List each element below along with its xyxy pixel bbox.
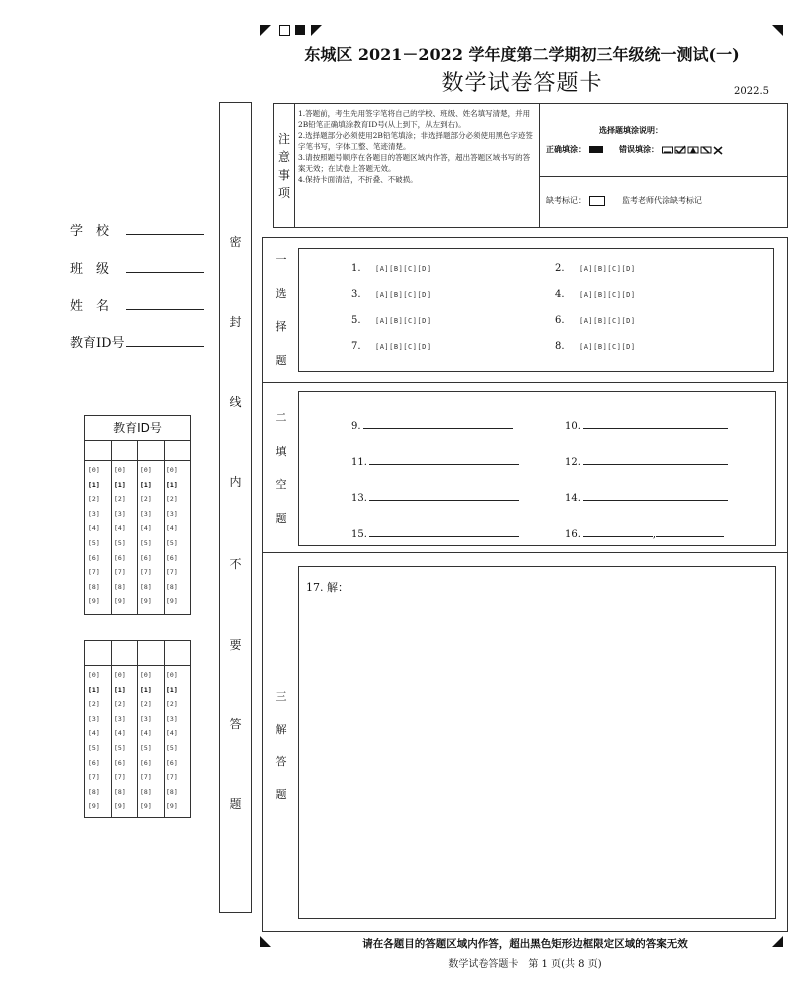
mc-options[interactable]: [A][B][C][D] [579, 265, 636, 273]
mc-options[interactable]: [A][B][C][D] [579, 317, 636, 325]
card-title: 数学试卷答题卡 [441, 71, 603, 96]
id-bubble[interactable]: [2] [114, 495, 126, 504]
mc-question[interactable] [351, 263, 432, 274]
id-bubble[interactable]: [9] [114, 597, 126, 606]
id-bubble[interactable]: [7] [140, 568, 152, 577]
id-bubble[interactable]: [1] [166, 685, 178, 694]
mc-options[interactable]: [A][B][C][D] [375, 343, 432, 351]
exam-title: 东城区 2021－2022 学年度第二学期初三年级统一测试(一) [304, 45, 740, 64]
id-bubble[interactable]: [2] [88, 495, 100, 504]
id-grid-title: 教育ID号 [85, 416, 190, 441]
id-bubble[interactable]: [6] [140, 553, 152, 562]
id-bubble[interactable]: [2] [88, 700, 100, 709]
registration-mark-filled-square [295, 25, 305, 35]
notice-item-1: 1.答题前，考生先用签字笔将自己的学校、班级、姓名填写清楚，并用2B铅笔正确填涂教育ID号(从上到下，从左到右)。 [298, 109, 531, 129]
id-bubble[interactable]: [6] [88, 553, 100, 562]
q12[interactable]: 12. [565, 454, 728, 468]
id-bubble[interactable]: [1] [140, 480, 152, 489]
mc-question[interactable] [555, 315, 636, 326]
id-bubble[interactable]: [4] [88, 729, 100, 738]
notice-items [298, 108, 536, 185]
id-bubble[interactable]: [1] [88, 480, 100, 489]
id-bubble[interactable]: [4] [140, 524, 152, 533]
notice-item-4: 4.保持卡面清洁，不折叠、不破损。 [298, 175, 418, 184]
notice-box [273, 103, 788, 228]
id-bubble[interactable]: [6] [166, 553, 178, 562]
q13[interactable]: 13. [351, 490, 519, 504]
id-bubble[interactable]: [6] [140, 758, 152, 767]
id-bubble[interactable]: [5] [88, 539, 100, 547]
id-bubble[interactable]: [5] [166, 539, 178, 547]
id-bubble[interactable]: [2] [114, 700, 126, 709]
id-bubble[interactable]: [6] [88, 758, 100, 767]
id-bubble[interactable]: [7] [114, 773, 126, 782]
mc-question-number: 5. [351, 315, 361, 326]
mc-question[interactable] [555, 289, 636, 300]
mc-options[interactable]: [A][B][C][D] [579, 343, 636, 351]
id-bubble[interactable]: [8] [140, 582, 152, 591]
exam-date: 2022.5 [734, 86, 769, 97]
id-bubble[interactable]: [1] [114, 685, 126, 694]
registration-mark-top-right [772, 25, 783, 36]
id-bubble[interactable]: [7] [88, 568, 100, 577]
id-bubble[interactable]: [7] [166, 568, 178, 577]
id-bubble[interactable]: [9] [166, 802, 178, 811]
q17-answer-area[interactable] [298, 566, 776, 919]
mc-options[interactable]: [A][B][C][D] [375, 265, 432, 273]
id-bubble[interactable]: [2] [166, 495, 178, 504]
fill-blank-box [298, 391, 776, 546]
q17-label: 17. 解： [306, 581, 349, 594]
id-bubble[interactable]: [1] [88, 685, 100, 694]
id-bubble[interactable]: [8] [166, 787, 178, 796]
id-bubble[interactable]: [3] [114, 509, 126, 518]
id-bubble[interactable]: [0] [140, 466, 152, 474]
seal-char: 要 [229, 638, 242, 652]
seal-char: 不 [229, 557, 242, 571]
seal-char: 封 [229, 315, 242, 329]
id-bubble[interactable]: [8] [166, 582, 178, 591]
id-bubble[interactable]: [0] [166, 671, 178, 679]
id-bubble[interactable]: [9] [88, 597, 100, 606]
mc-question[interactable] [351, 315, 432, 326]
mc-question-number: 2. [555, 263, 565, 274]
class-field[interactable]: 班 级 [70, 258, 210, 278]
seal-strip [219, 102, 252, 913]
mc-question-number: 1. [351, 263, 361, 274]
id-bubble[interactable]: [5] [114, 539, 126, 547]
id-bubble[interactable]: [0] [88, 466, 100, 474]
seal-char: 内 [229, 475, 242, 489]
id-bubble[interactable]: [5] [166, 744, 178, 752]
id-bubble[interactable]: [3] [166, 714, 178, 723]
id-bubble[interactable]: [3] [140, 714, 152, 723]
section1-label: 一 选 择 题 [275, 252, 287, 368]
id-bubble[interactable]: [8] [114, 582, 126, 591]
id-bubble[interactable]: [1] [166, 480, 178, 489]
school-field[interactable]: 学 校 [70, 220, 210, 240]
class-blank[interactable] [126, 258, 204, 273]
id-bubble[interactable]: [3] [166, 509, 178, 518]
id-bubble[interactable]: [4] [114, 524, 126, 533]
registration-mark-top-left-2 [311, 25, 322, 36]
id-bubble[interactable]: [0] [166, 466, 178, 474]
id-bubble[interactable]: [7] [114, 568, 126, 577]
q14[interactable]: 14. [565, 490, 728, 504]
mc-options[interactable]: [A][B][C][D] [579, 291, 636, 299]
seal-char: 题 [229, 797, 242, 811]
id-bubble[interactable]: [3] [140, 509, 152, 518]
id-bubble[interactable]: [9] [88, 802, 100, 811]
notice-heading: 注 意 事 项 [274, 104, 295, 227]
section3-label: 三 解 答 题 [275, 690, 287, 801]
id-bubble[interactable]: [7] [166, 773, 178, 782]
id-bubble[interactable]: [5] [88, 744, 100, 752]
mc-question-number: 3. [351, 289, 361, 300]
mc-question-number: 6. [555, 315, 565, 326]
q15[interactable]: 15. [351, 526, 519, 540]
mc-question[interactable] [555, 263, 636, 274]
notice-item-3: 3.请按照题号顺序在各题目的答题区域内作答，超出答题区域书写的答案无效；在试卷上答题无效。 [298, 153, 531, 173]
name-field[interactable]: 姓 名 [70, 295, 210, 315]
id-bubbles-bottom[interactable] [85, 671, 190, 819]
id-bubble[interactable]: [0] [88, 671, 100, 679]
id-bubble[interactable]: [4] [166, 524, 178, 533]
absent-mark-label: 缺考标记： [546, 195, 605, 206]
mc-question-number: 7. [351, 341, 361, 352]
correct-fill-sample [589, 146, 603, 153]
seal-char: 答 [229, 717, 242, 731]
absent-note: 监考老师代涂缺考标记 [622, 196, 702, 205]
name-blank[interactable] [126, 295, 204, 310]
seal-char: 线 [229, 395, 242, 409]
id-bubble[interactable]: [4] [114, 729, 126, 738]
id-bubble[interactable]: [4] [140, 729, 152, 738]
mc-question[interactable] [351, 341, 432, 352]
id-bubbles-top[interactable] [85, 466, 190, 614]
seal-char: 密 [229, 235, 242, 249]
fill-instructions-title: 选择题填涂说明： [599, 126, 663, 135]
id-bubble[interactable]: [5] [140, 744, 152, 752]
id-bubble[interactable]: [7] [88, 773, 100, 782]
q16[interactable]: 16. , [565, 526, 724, 540]
absent-mark-box[interactable] [589, 196, 605, 206]
notice-item-2: 2.选择题部分必须使用2B铅笔填涂；非选择题部分必须使用黑色字迹签字笔书写，字体工整、笔迹清楚。 [298, 131, 533, 151]
school-blank[interactable] [126, 220, 204, 235]
id-bubble[interactable]: [7] [140, 773, 152, 782]
footer-warning: 请在各题目的答题区域内作答，超出黑色矩形边框限定区域的答案无效 [362, 938, 688, 950]
mc-options[interactable]: [A][B][C][D] [375, 291, 432, 299]
id-bubble[interactable]: [9] [114, 802, 126, 811]
id-bubble[interactable]: [9] [140, 597, 152, 606]
id-bubble[interactable]: [3] [88, 714, 100, 723]
mc-question[interactable] [555, 341, 636, 352]
q9[interactable]: 9. [351, 418, 513, 432]
id-bubble[interactable]: [4] [166, 729, 178, 738]
id-blank[interactable] [126, 332, 204, 347]
id-bubble[interactable]: [6] [114, 553, 126, 562]
id-bubble[interactable]: [3] [114, 714, 126, 723]
page-number: 数学试卷答题卡 第 1 页(共 8 页) [448, 959, 602, 970]
id-bubble[interactable]: [8] [114, 787, 126, 796]
section2-label: 二 填 空 题 [275, 410, 287, 526]
id-bubble[interactable]: [9] [140, 802, 152, 811]
mc-question[interactable] [351, 289, 432, 300]
q16-separator: , [652, 529, 657, 540]
wrong-fill-samples-icon [662, 145, 724, 155]
id-grid-top [84, 415, 191, 615]
registration-mark-open-square [279, 25, 290, 36]
id-bubble[interactable]: [1] [114, 480, 126, 489]
id-bubble[interactable]: [0] [140, 671, 152, 679]
q10[interactable]: 10. [565, 418, 728, 432]
id-bubble[interactable]: [8] [88, 582, 100, 591]
id-bubble[interactable]: [2] [140, 700, 152, 709]
id-field[interactable]: 教育ID号 [70, 332, 210, 352]
id-bubble[interactable]: [9] [166, 597, 178, 606]
id-bubble[interactable]: [8] [88, 787, 100, 796]
id-grid-bottom [84, 640, 191, 818]
id-bubble[interactable]: [0] [114, 671, 126, 679]
id-bubble[interactable]: [6] [114, 758, 126, 767]
id-bubble[interactable]: [2] [140, 495, 152, 504]
correct-fill-label: 正确填涂： [546, 144, 603, 155]
id-bubble[interactable]: [3] [88, 509, 100, 518]
id-bubble[interactable]: [0] [114, 466, 126, 474]
mc-question-number: 4. [555, 289, 565, 300]
id-bubble[interactable]: [8] [140, 787, 152, 796]
mc-question-number: 8. [555, 341, 565, 352]
id-bubble[interactable]: [4] [88, 524, 100, 533]
id-bubble[interactable]: [2] [166, 700, 178, 709]
id-bubble[interactable]: [5] [114, 744, 126, 752]
id-bubble[interactable]: [6] [166, 758, 178, 767]
id-bubble[interactable]: [1] [140, 685, 152, 694]
registration-mark-top-left [260, 25, 271, 36]
mc-answer-box [298, 248, 774, 372]
wrong-fill-label: 错误填涂： [619, 144, 724, 155]
mc-options[interactable]: [A][B][C][D] [375, 317, 432, 325]
q11[interactable]: 11. [351, 454, 519, 468]
id-bubble[interactable]: [5] [140, 539, 152, 547]
